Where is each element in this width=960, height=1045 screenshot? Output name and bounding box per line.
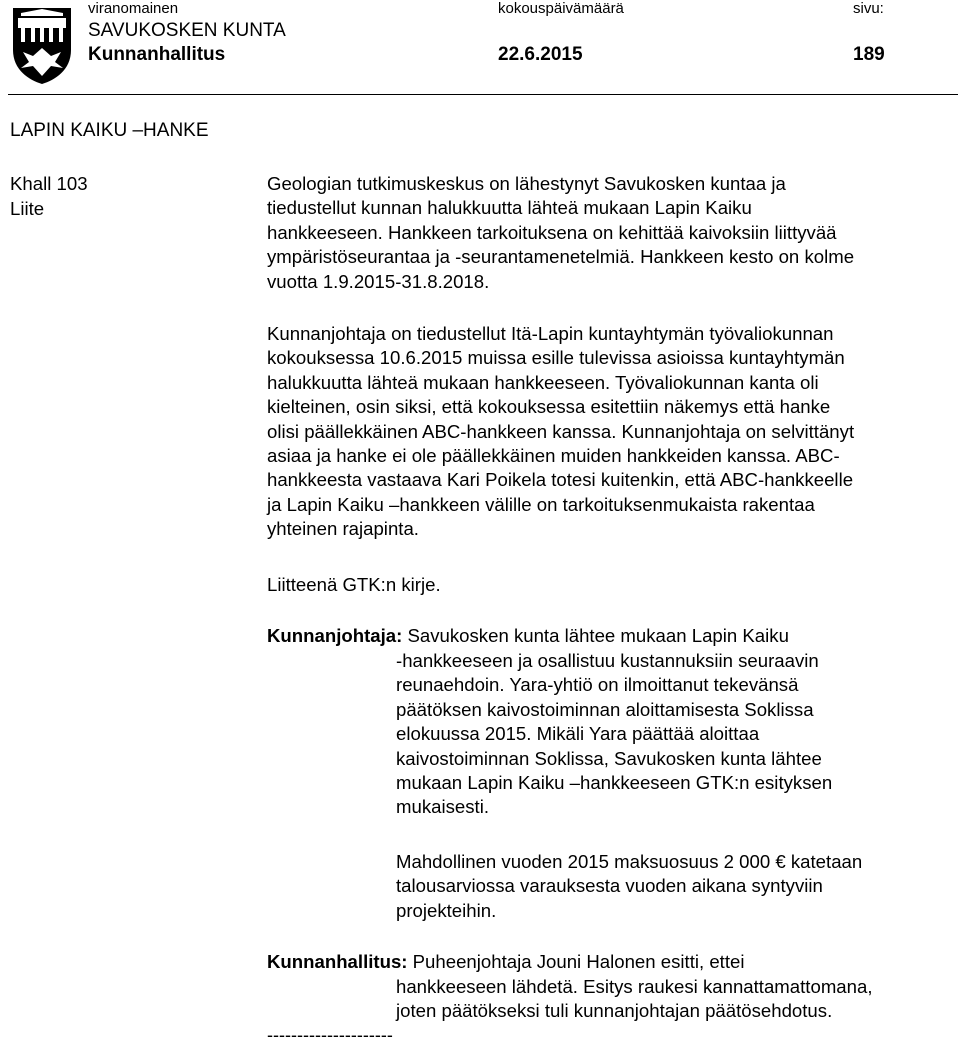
header-date: 22.6.2015 bbox=[498, 44, 583, 65]
text-line: kielteinen, osin siksi, että kokouksessa esitettiin näkemys että hanke bbox=[267, 396, 831, 418]
text-line: tiedustellut kunnan halukkuutta lähteä mukaan Lapin Kaiku bbox=[267, 197, 752, 219]
text-line: hankkeeseen lähdetä. Esitys raukesi kannattamattomana, bbox=[396, 976, 873, 997]
header-doc-type-label: viranomainen bbox=[88, 0, 179, 17]
proposal-text: Savukosken kunta lähtee mukaan Lapin Kaiku bbox=[402, 625, 789, 646]
attachment-label: Liite bbox=[10, 198, 45, 219]
header-page-number: 189 bbox=[853, 44, 885, 65]
proposal-first-line bbox=[267, 624, 789, 648]
text-line: Mahdollinen vuoden 2015 maksuosuus 2 000 € katetaan bbox=[396, 851, 863, 872]
text-line: elokuussa 2015. Mikäli Yara päättää aloittaa bbox=[396, 723, 760, 745]
text-line: projekteihin. bbox=[396, 899, 497, 921]
text-line: päätöksen kaivostoiminnan aloittamisesta Soklissa bbox=[396, 698, 814, 720]
municipality-coat-of-arms-icon bbox=[11, 6, 73, 86]
proposal-label: Kunnanjohtaja: bbox=[267, 625, 403, 646]
text-line: vuotta 1.9.2015-31.8.2018. bbox=[267, 270, 490, 292]
text-line: Kunnanjohtaja on tiedustellut Itä-Lapin kuntayhtymän työvaliokunnan bbox=[267, 323, 834, 344]
text-line: olisi päällekkäinen ABC-hankkeen kanssa. Kunnanjohtaja on selvittänyt bbox=[267, 420, 855, 442]
text-line: mukaan Lapin Kaiku –hankkeeseen GTK:n esityksen bbox=[396, 772, 833, 794]
text-line: asiaa ja hanke ei ole päällekkäinen muiden hankkeiden kanssa. ABC- bbox=[267, 445, 840, 467]
decision-body bbox=[396, 975, 873, 1024]
text-line: kokouksessa 10.6.2015 muissa esille tulevissa asioissa kuntayhtymän bbox=[267, 347, 845, 369]
item-reference: Khall 103 bbox=[10, 173, 88, 194]
text-line: yhteinen rajapinta. bbox=[267, 518, 419, 540]
text-line: -hankkeeseen ja osallistuu kustannuksiin seuraavin bbox=[396, 650, 819, 671]
text-line: ympäristöseurantaa ja -seurantamenetelmiä. Hankkeen kesto on kolme bbox=[267, 246, 855, 268]
text-line: Geologian tutkimuskeskus on lähestynyt Savukosken kuntaa ja bbox=[267, 173, 786, 194]
header-page-label: sivu: bbox=[853, 0, 884, 17]
header-municipality: SAVUKOSKEN KUNTA bbox=[88, 20, 286, 41]
text-line: reunaehdoin. Yara-yhtiö on ilmoittanut tekevänsä bbox=[396, 674, 799, 696]
text-line: halukkuutta lähteä mukaan hankkeeseen. Työvaliokunnan kanta oli bbox=[267, 371, 819, 393]
separator-line: --------------------- bbox=[267, 1025, 393, 1045]
decision-label: Kunnanhallitus: bbox=[267, 951, 408, 972]
text-line: hankkeesta vastaava Kari Poikela totesi kuitenkin, että ABC-hankkeelle bbox=[267, 469, 854, 491]
text-line: hankkeeseen. Hankkeen tarkoituksena on kehittää kaivoksiin liittyvää bbox=[267, 221, 837, 243]
header-body: Kunnanhallitus bbox=[88, 44, 226, 65]
header-divider bbox=[8, 94, 958, 95]
page-title: LAPIN KAIKU –HANKE bbox=[10, 120, 209, 141]
proposal-cost bbox=[396, 850, 862, 923]
paragraph-intro bbox=[267, 172, 854, 294]
attachment-note: Liitteenä GTK:n kirje. bbox=[267, 574, 441, 595]
text-line: kaivostoiminnan Soklissa, Savukosken kunta lähtee bbox=[396, 747, 822, 769]
decision-text: Puheenjohtaja Jouni Halonen esitti, ettei bbox=[407, 951, 745, 972]
text-line: ja Lapin Kaiku –hankkeen välille on tarkoituksenmukaista rakentaa bbox=[267, 493, 815, 515]
decision-first-line bbox=[267, 950, 744, 974]
proposal-body bbox=[396, 649, 832, 820]
text-line: joten päätökseksi tuli kunnanjohtajan päätösehdotus. bbox=[396, 1000, 833, 1022]
header-date-label: kokouspäivämäärä bbox=[498, 0, 624, 17]
text-line: talousarviossa varauksesta vuoden aikana syntyviin bbox=[396, 875, 823, 897]
text-line: mukaisesti. bbox=[396, 796, 489, 818]
paragraph-inquiry bbox=[267, 322, 854, 542]
